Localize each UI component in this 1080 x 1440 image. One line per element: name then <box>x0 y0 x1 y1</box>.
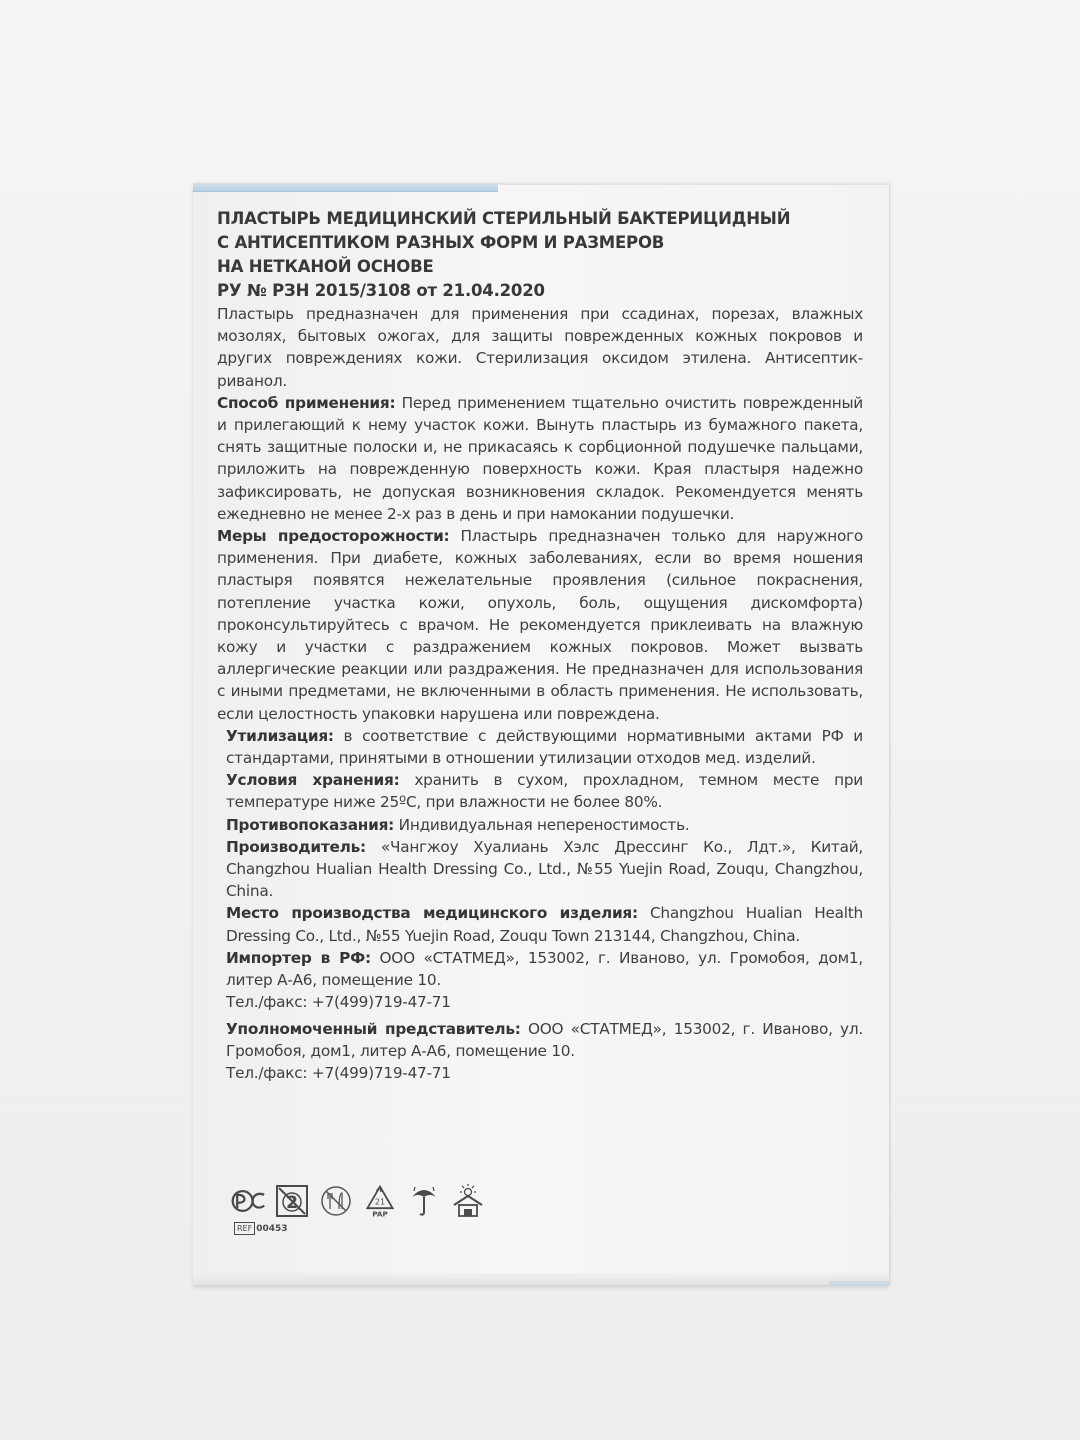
box-bottom-edge <box>193 1273 889 1285</box>
keep-away-from-sunlight-icon <box>450 1183 486 1219</box>
method-label: Способ применения: <box>217 393 396 412</box>
representative-section <box>217 1018 863 1062</box>
method-text: Перед применением тщательно очистить поврежденный и прилегающий к нему участок кожи. Вынуть пластырь из бумажного пакета, снять защитные полоски и, не прикасаясь к сорбционной подушечке пальцами, приложить на поврежденную поверхность кожи. Края пластыря надежно зафиксировать, не допуская возникновения складок. Рекомендуется менять ежедневно не менее 2-х раз в день и при намокании подушечки. <box>217 393 863 523</box>
blue-flap-strip <box>193 183 498 192</box>
storage-section <box>217 769 863 813</box>
representative-label: Уполномоченный представитель: <box>226 1019 521 1038</box>
manufacturer-text: «Чангжоу Хуалиань Хэлс Дрессинг Ко., Лдт.», Китай, Changzhou Hualian Health Dressing Co., Ltd., №55 Yuejin Road, Zouqu, Changzhou, China. <box>226 837 863 901</box>
disposal-text: в соответствие с действующими нормативными актами РФ и стандартами, принятыми в отношении утилизации отходов мед. изделий. <box>226 726 863 768</box>
precautions-label: Меры предосторожности: <box>217 527 450 546</box>
recycle-code: PAP <box>372 1209 388 1219</box>
representative-phone: Тел./факс: +7(499)719-47-71 <box>226 1063 451 1082</box>
pct-certification-icon <box>230 1183 266 1219</box>
not-food-contact-icon <box>318 1183 354 1219</box>
disposal-section <box>217 725 863 769</box>
contraindications-section <box>217 814 863 836</box>
representative-text: ООО «СТАТМЕД», 153002, г. Иваново, ул. Громобоя, дом1, литер А-А6, помещение 10. <box>226 1019 863 1060</box>
contraindications-label: Противопоказания: <box>226 815 395 834</box>
importer-section <box>217 947 863 991</box>
do-not-reuse-icon <box>274 1183 310 1219</box>
production-site-section <box>217 902 863 946</box>
svg-text:2: 2 <box>286 1193 298 1213</box>
product-box-back <box>193 183 889 1285</box>
storage-label: Условия хранения: <box>226 771 400 790</box>
title-line-3: НА НЕТКАНОЙ ОСНОВЕ <box>217 257 434 276</box>
title-line-1: ПЛАСТЫРЬ МЕДИЦИНСКИЙ СТЕРИЛЬНЫЙ БАКТЕРИЦИДНЫЙ <box>217 209 791 228</box>
recycle-number: 21 <box>374 1196 386 1207</box>
importer-label: Импортер в РФ: <box>226 948 371 967</box>
production-site-text: Changzhou Hualian Health Dressing Co., Ltd., №55 Yuejin Road, Zouqu Town 213144, Changzhou, China. <box>226 904 863 945</box>
precautions-section <box>217 525 863 725</box>
storage-text: хранить в сухом, прохладном, темном месте при температуре ниже 25ºC, при влажности не более 80%. <box>226 771 863 812</box>
production-site-label: Место производства медицинского изделия: <box>226 904 638 923</box>
ref-box-label: REF <box>234 1222 255 1235</box>
ref-number: 00453 <box>256 1223 288 1234</box>
intro-paragraph: Пластырь предназначен для применения при ссадинах, порезах, влажных мозолях, бытовых ожогах, для защиты поврежденных кожных покровов и других повреждениях кожи. Стерилизация оксидом этилена. Антисептик-риванол. <box>217 305 863 390</box>
label-text-block <box>217 207 863 1084</box>
recycle-pap-icon <box>362 1183 398 1219</box>
title-line-2: С АНТИСЕПТИКОМ РАЗНЫХ ФОРМ И РАЗМЕРОВ <box>217 233 665 252</box>
importer-text: ООО «СТАТМЕД», 153002, г. Иваново, ул. Громобоя, дом1, литер А-А6, помещение 10. <box>226 948 864 990</box>
keep-dry-umbrella-icon <box>406 1183 442 1219</box>
importer-phone: Тел./факс: +7(499)719-47-71 <box>226 993 451 1012</box>
registration-number: РУ № РЗН 2015/3108 от 21.04.2020 <box>217 281 545 300</box>
ref-code <box>234 1222 288 1235</box>
contraindications-text: Индивидуальная непереностимость. <box>394 815 690 834</box>
bottom-blue-strip <box>829 1281 889 1285</box>
method-section <box>217 392 863 525</box>
disposal-label: Утилизация: <box>226 726 334 745</box>
manufacturer-section <box>217 836 863 903</box>
packaging-symbols <box>230 1181 486 1221</box>
manufacturer-label: Производитель: <box>226 837 366 856</box>
precautions-text: Пластырь предназначен только для наружного применения. При диабете, кожных заболеваниях, если во время ношения пластыря появятся нежелательные проявления (сильное покраснения, потепление участка кожи, опухоль, боль, ощущения дискомфорта) проконсультируйтесь с врачом. Не рекомендуется приклеивать на влажную кожу и участки с раздражением кожных покровов. Может вызвать аллергические реакции или раздражения. Не предназначен для использования с иными предметами, не включенными в область применения. Не использовать, если целостность упаковки нарушена или повреждена. <box>217 527 863 723</box>
